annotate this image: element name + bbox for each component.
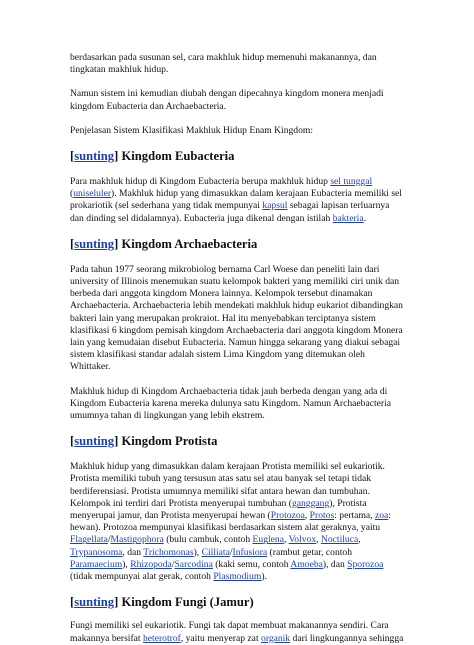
link-paramaecium[interactable]: Paramaecium <box>70 558 123 570</box>
heading-eubacteria-title: Kingdom Eubacteria <box>121 149 235 164</box>
link-trichomonas[interactable]: Trichomonas <box>143 546 194 558</box>
edit-link-eubacteria[interactable]: sunting <box>74 149 115 164</box>
link-volvox[interactable]: Volvox <box>288 534 317 546</box>
link-rhizopoda[interactable]: Rhizopoda <box>130 558 172 570</box>
monera-split-paragraph: Namun sistem ini kemudian diubah dengan dipecahnya kingdom monera menjadi kingdom Eubacteria dan Archaebacteria. <box>70 88 384 112</box>
fungi-paragraph: Fungi memiliki sel eukariotik. Fungi tak dapat membuat makanannya sendiri. Cara makannya bersifat heterotrof, yaitu menyerap zat organik dari lingkungannya sehingga <box>70 620 404 644</box>
eubacteria-paragraph: Para makhluk hidup di Kingdom Eubacteria berupa makhluk hidup sel tunggal (uniseluler). Makhluk hidup yang dimasukkan dalam kerajaan Eubacteria memiliki sel prokariotik (sel sederhana yang tidak mempunyai kapsul sebagai lapisan terluarnya dan dinding sel didalamnya). Eubacteria juga dikenal dengan istilah bakteria. <box>70 176 402 224</box>
heading-archaebacteria-title: Kingdom Archaebacteria <box>121 236 258 251</box>
link-ganggang[interactable]: ganggang <box>291 497 330 509</box>
link-bakteria[interactable]: bakteria <box>332 212 364 224</box>
archaebacteria-paragraph-2: Makhluk hidup di Kingdom Archaebacteria tidak jauh berbeda dengan yang ada di Kingdom Eubacteria karena mereka dulunya satu Kingdom. Namun Archaebacteria umumnya tahan di lingkungan yang lebih ekstrem. <box>70 385 392 422</box>
heading-protista-title: Kingdom Protista <box>121 434 218 449</box>
link-noctiluca[interactable]: Noctiluca <box>320 534 359 546</box>
link-trypanosoma[interactable]: Trypanosoma <box>70 546 123 558</box>
link-cilliata[interactable]: Cilliata <box>201 546 230 558</box>
link-uniseluler[interactable]: uniseluler <box>73 188 112 200</box>
heading-archaebacteria: [sunting] Kingdom Archaebacteria <box>70 236 258 251</box>
link-organik[interactable]: organik <box>261 632 291 644</box>
link-flagellata[interactable]: Flagellata <box>70 534 108 546</box>
archaebacteria-paragraph-1: Pada tahun 1977 seorang mikrobiolog bernama Carl Woese dan peneliti lain dari university of Illinois menemukan suatu kelompok bakteri yang memiliki ciri unik dan berbeda dari anggota kingdom Monera lainnya. Kelompok tersebut dinamakan Archaebacteria. Archaebacteria lebih mendekati makhluk hidup eukariot dibandingkan bakteri lain yang merupakan prokraiot. Hal itu menyebabkan terciptanya sistem klasifikasi 6 kingdom pemisah kingdom Archaebacteria dari anggota kingdom Monera lain yang kemudaian disebut Eubacteria. Namun hingga sekarang yang diakui sebagai sistem klasifikasi standar adalah sistem Lima Kingdom yang ditemukan oleh Whittaker. <box>70 263 403 373</box>
link-mastigophora[interactable]: Mastigophora <box>110 534 164 546</box>
edit-link-archaebacteria[interactable]: sunting <box>74 236 115 251</box>
link-sarcodina[interactable]: Sarcodina <box>174 558 213 570</box>
intro-paragraph-continued: berdasarkan pada susunan sel, cara makhluk hidup memenuhi makanannya, dan tingkatan makhluk hidup. <box>70 52 377 76</box>
link-protozoa[interactable]: Protozoa <box>270 510 305 522</box>
link-protos[interactable]: Protos <box>309 510 335 522</box>
heading-protista: [sunting] Kingdom Protista <box>70 434 218 449</box>
link-sel-tunggal[interactable]: sel tunggal <box>330 176 373 188</box>
edit-link-protista[interactable]: sunting <box>74 434 115 449</box>
link-sporozoa[interactable]: Sporozoa <box>347 558 384 570</box>
link-zoa[interactable]: zoa <box>374 510 389 522</box>
link-heterotrof[interactable]: heterotrof <box>143 632 181 644</box>
link-plasmodium[interactable]: Plasmodium <box>213 571 262 583</box>
heading-fungi: [sunting] Kingdom Fungi (Jamur) <box>70 595 254 610</box>
link-euglena[interactable]: Euglena <box>252 534 284 546</box>
link-infusiora[interactable]: Infusiora <box>232 546 268 558</box>
link-kapsul[interactable]: kapsul <box>262 200 288 212</box>
edit-link-fungi[interactable]: sunting <box>74 595 115 610</box>
heading-eubacteria: [sunting] Kingdom Eubacteria <box>70 149 235 164</box>
protista-paragraph: Makhluk hidup yang dimasukkan dalam kerajaan Protista memiliki sel eukariotik. Protista memiliki tubuh yang tersusun atas satu sel atau banyak sel tetapi tidak berdiferensiasi. Protista umumnya memiliki sifat antara hewan dan tumbuhan. Kelompok ini terdiri dari Protista menyerupai tumbuhan (ganggang), Protista menyerupai jamur, dan Protista menyerupai hewan (Protozoa, Protos: pertama, zoa: hewan). Protozoa mempunyai klasifikasi berdasarkan sistem alat geraknya, yaitu Flagellata/Mastigophora (bulu cambuk, contoh Euglena, Volvox, Noctiluca, Trypanosoma, dan Trichomonas), Cilliata/Infusiora (rambut getar, contoh Paramaecium), Rhizopoda/Sarcodina (kaki semu, contoh Amoeba), dan Sporozoa (tidak mempunyai alat gerak, contoh Plasmodium). <box>70 461 391 583</box>
heading-fungi-title: Kingdom Fungi (Jamur) <box>121 595 254 610</box>
six-kingdom-intro: Penjelasan Sistem Klasifikasi Makhluk Hidup Enam Kingdom: <box>70 124 314 136</box>
link-amoeba[interactable]: Amoeba <box>290 558 323 570</box>
